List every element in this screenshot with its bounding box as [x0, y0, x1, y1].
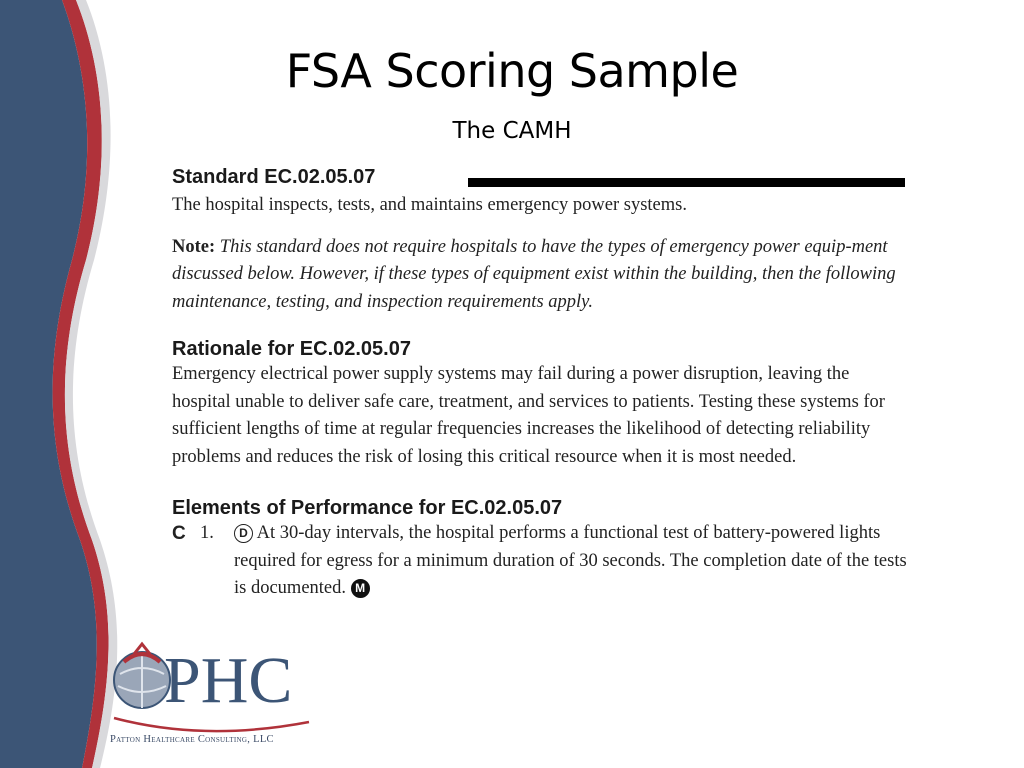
logo-caption: Patton Healthcare Consulting, LLC	[110, 734, 274, 745]
ep-text: At 30-day intervals, the hospital performs a functional test of battery-powered lights required for egress for a minimum duration of 30 seconds. The completion date of the tests is documented.	[234, 523, 907, 598]
note-label: Note:	[172, 236, 216, 257]
rationale-text: Emergency electrical power supply systems may fail during a power disruption, leaving the hospital unable to deliver safe care, treatment, and services to patients. Testing these systems for sufficient lengths of time at regular frequencies increases the likelihood of detecting reliability problems and reduces the risk of losing this critical resource when it is most needed.	[172, 364, 885, 467]
ep-number: 1.	[200, 523, 214, 543]
slide-title: FSA Scoring Sample	[285, 44, 739, 98]
rationale-heading: Rationale for EC.02.05.07	[172, 338, 411, 360]
ep-category: C	[172, 523, 186, 544]
standard-text: The hospital inspects, tests, and maintains emergency power systems.	[172, 195, 687, 215]
measure-badge-icon: M	[351, 579, 370, 598]
documentation-badge-icon: D	[234, 524, 253, 543]
standard-heading-row	[172, 162, 912, 192]
ep-body	[234, 520, 912, 603]
document-excerpt	[172, 162, 912, 603]
standard-heading: Standard EC.02.05.07	[172, 166, 376, 188]
slide-subtitle: The CAMH	[452, 118, 572, 144]
ep-heading: Elements of Performance for EC.02.05.07	[172, 497, 563, 519]
standard-note	[172, 234, 912, 317]
logo-letters: PHC	[164, 644, 293, 717]
ep-item	[172, 520, 912, 603]
heading-rule	[468, 178, 905, 187]
note-text: This standard does not require hospitals to have the types of emergency power equip-ment discussed below. However, if these types of equipment exist within the building, then the following maintenance, testing, and inspection requirements apply.	[172, 236, 896, 312]
